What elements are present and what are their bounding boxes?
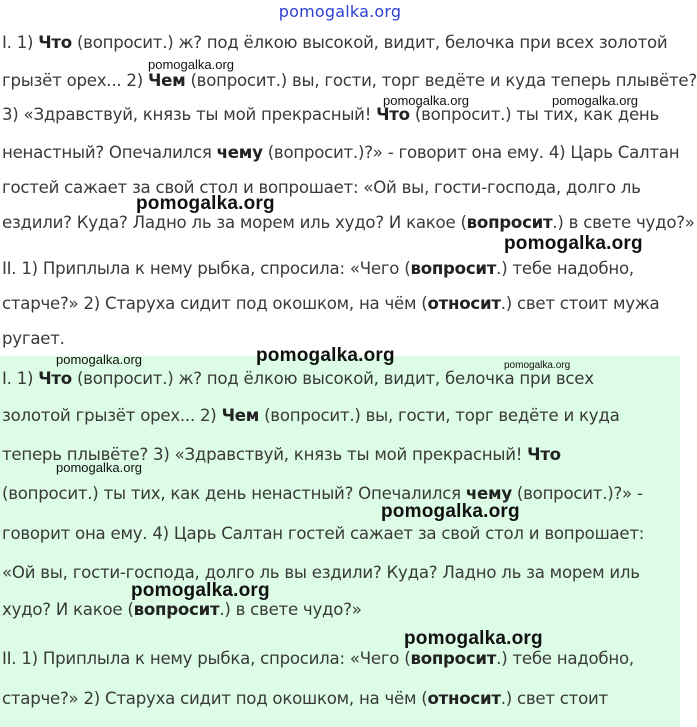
bold-term: Чем — [221, 406, 260, 425]
block2-line-4 — [2, 484, 643, 503]
bold-term: Что — [38, 369, 72, 388]
text-segment: II. 1) Приплыла к нему рыбка, спросила: «Чего ( — [2, 259, 411, 278]
block2-line-8 — [2, 649, 634, 668]
watermark: pomogalka.org — [56, 352, 142, 367]
bold-term: вопросит — [466, 213, 553, 232]
bold-term: Чем — [147, 71, 186, 90]
text-segment: (вопросит.) ты тих, как день ненастный? Опечалился — [2, 484, 466, 503]
block2-line-1 — [2, 369, 594, 388]
text-segment: .) в свете чудо?» — [552, 213, 695, 232]
text-segment: I. 1) — [2, 33, 39, 52]
text-segment: (вопросит.) вы, гости, торг ведёте и куда теперь плывёте? — [185, 71, 697, 90]
bold-term: Что — [527, 445, 561, 464]
text-segment: старче?» 2) Старуха сидит под окошком, на чём ( — [2, 689, 428, 708]
block1-line-9 — [2, 329, 65, 348]
bold-term: Что — [38, 33, 72, 52]
text-segment: золотой грызёт орех... 2) — [2, 406, 222, 425]
text-segment: говорит она ему. 4) Царь Салтан гостей сажает за свой стол и вопрошает: — [2, 524, 645, 543]
text-segment: (вопросит.)?» - — [511, 484, 643, 503]
text-segment: (вопросит.) ж? под ёлкою высокой, видит, белочка при всех золотой — [71, 33, 668, 52]
block1-line-2 — [2, 71, 697, 90]
text-segment: .) тебе надобно, — [496, 259, 634, 278]
block1-line-5 — [2, 178, 641, 197]
text-segment: (вопросит.) ты тих, как день — [409, 105, 660, 124]
block1-line-8 — [2, 294, 659, 313]
text-segment: (вопросит.) ж? под ёлкою высокой, видит, белочка при всех — [71, 369, 594, 388]
text-segment: теперь плывёте? 3) «Здравствуй, князь ты мой прекрасный! — [2, 445, 528, 464]
block2-line-2 — [2, 406, 620, 425]
block2-line-5 — [2, 524, 644, 543]
bold-term: вопросит — [133, 600, 220, 619]
block2-line-6 — [2, 563, 640, 582]
block2-line-9 — [2, 689, 608, 708]
text-segment: худо? И какое ( — [2, 600, 134, 619]
watermark: pomogalka.org — [56, 460, 142, 475]
bold-term: чему — [216, 143, 263, 162]
bold-term: относит — [427, 294, 501, 313]
text-segment: (вопросит.) вы, гости, торг ведёте и куда — [259, 406, 620, 425]
bold-term: относит — [427, 689, 501, 708]
watermark: pomogalka.org — [136, 193, 275, 214]
watermark: pomogalka.org — [383, 93, 469, 108]
text-segment: гостей сажает за свой стол и вопрошает: «Ой вы, гости-господа, долго ль — [2, 178, 641, 197]
text-segment: старче?» 2) Старуха сидит под окошком, на чём ( — [2, 294, 428, 313]
bold-term: вопросит — [410, 259, 497, 278]
block1-line-1 — [2, 33, 667, 52]
bold-term: вопросит — [410, 649, 497, 668]
text-segment: «Ой вы, гости-господа, долго ль вы ездили? Куда? Ладно ль за морем иль — [2, 563, 640, 582]
text-segment: .) свет стоит мужа — [500, 294, 660, 313]
watermark: pomogalka.org — [504, 360, 571, 371]
bold-term: Что — [376, 105, 410, 124]
text-segment: .) свет стоит — [500, 689, 608, 708]
text-segment: .) тебе надобно, — [496, 649, 634, 668]
text-segment: II. 1) Приплыла к нему рыбка, спросила: «Чего ( — [2, 649, 411, 668]
watermark: pomogalka.org — [381, 501, 520, 522]
watermark: pomogalka.org — [404, 628, 543, 649]
watermark: pomogalka.org — [256, 345, 395, 366]
block1-line-4 — [2, 143, 679, 162]
text-segment: ненастный? Опечалился — [2, 143, 217, 162]
site-link[interactable]: pomogalka.org — [278, 2, 402, 21]
bold-term: чему — [465, 484, 512, 503]
text-segment: I. 1) — [2, 369, 39, 388]
watermark: pomogalka.org — [131, 580, 270, 601]
text-segment: грызёт орех... 2) — [2, 71, 148, 90]
text-segment: .) в свете чудо?» — [219, 600, 362, 619]
watermark: pomogalka.org — [148, 57, 234, 72]
text-segment: (вопросит.)?» - говорит она ему. 4) Царь Салтан — [262, 143, 680, 162]
block2-line-7 — [2, 600, 362, 619]
watermark: pomogalka.org — [552, 93, 638, 108]
block1-line-7 — [2, 259, 634, 278]
watermark: pomogalka.org — [504, 233, 643, 254]
text-segment: ругает. — [2, 329, 65, 348]
text-segment: 3) «Здравствуй, князь ты мой прекрасный! — [2, 105, 377, 124]
block1-line-6 — [2, 213, 695, 232]
text-segment: ездили? Куда? Ладно ль за морем иль худо? И какое ( — [2, 213, 467, 232]
